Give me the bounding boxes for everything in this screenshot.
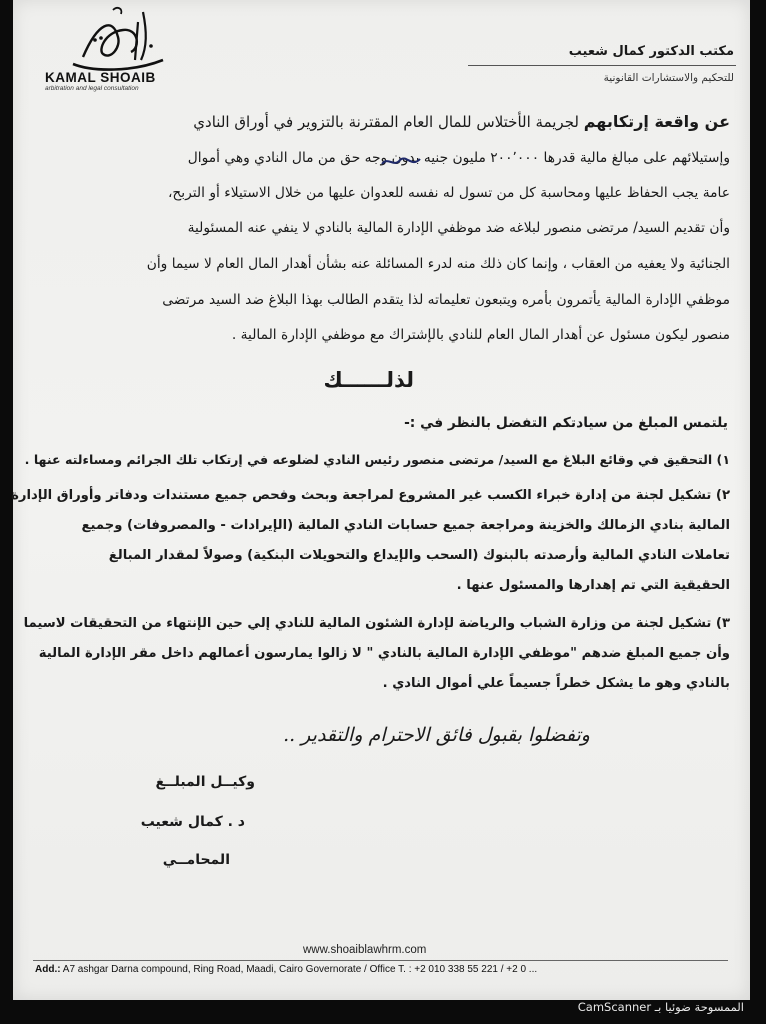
body-line-7: منصور ليكون مسئول عن أهدار المال العام للنادي بالإشتراك مع موظفي الإدارة المالية . bbox=[231, 327, 730, 343]
signature-title: وكيــل المبلــغ bbox=[155, 774, 255, 790]
signature-name: د . كمال شعيب bbox=[140, 814, 245, 830]
body-line-4: وأن تقديم السيد/ مرتضى منصور لبلاغه ضد موظفي الإدارة المالية بالنادي لا ينفي عنه المسئولية bbox=[187, 220, 730, 236]
footer-divider bbox=[33, 960, 728, 961]
logo-tagline: arbitration and legal consultation bbox=[45, 85, 139, 92]
section-heading: لذلــــــك bbox=[323, 368, 414, 392]
request-intro: يلتمس المبلغ من سيادتكم التفضل بالنظر في :- bbox=[404, 415, 728, 431]
signature-role: المحامــي bbox=[162, 852, 230, 868]
body-line-1: عن واقعة إرتكابهم لجريمة الأختلاس للمال العام المقترنة بالتزوير في أوراق النادي bbox=[193, 112, 730, 131]
request-item-2-line-2: المالية بنادي الزمالك والخزينة ومراجعة جميع حسابات النادي المالية (الإيرادات - والمصروفات) وجميع bbox=[81, 518, 730, 533]
office-title: مكتب الدكتور كمال شعيب bbox=[568, 44, 734, 59]
header-divider bbox=[468, 65, 736, 66]
closing-salutation: وتفضلوا بقبول فائق الاحترام والتقدير .. bbox=[283, 724, 590, 746]
document-page bbox=[13, 0, 750, 1000]
office-subtitle: للتحكيم والاستشارات القانونية bbox=[603, 72, 734, 84]
request-item-3-line-3: بالنادي وهو ما يشكل خطراً جسيماً علي أموال النادي . bbox=[382, 676, 730, 691]
logo-name: KAMAL SHOAIB bbox=[45, 70, 156, 85]
footer-website: www.shoaiblawhrm.com bbox=[303, 944, 427, 956]
handwritten-correction bbox=[380, 154, 426, 170]
body-line-2: وإستيلائهم على مبالغ مالية قدرها ٢٠٠٬٠٠٠ مليون جنيه بدون وجه حق من مال النادي وهي أموال bbox=[187, 150, 730, 166]
body-line-5: الجنائية ولا يعفيه من العقاب ، وإنما كان ذلك منه لدرء المسائلة عنه بشأن أهدار المال العام لا سيما وأن bbox=[146, 256, 730, 272]
request-item-3-line-2: وأن جميع المبلغ ضدهم "موظفي الإدارة المالية بالنادي " لا زالوا يمارسون أعمالهم داخل مقر الإدارة المالية bbox=[38, 646, 730, 661]
body-line-3: عامة يجب الحفاظ عليها ومحاسبة كل من تسول له نفسه للعدوان عليها من خلال الاستيلاء أو التربح، bbox=[167, 185, 730, 201]
request-item-1: ١) التحقيق في وقائع البلاغ مع السيد/ مرتضى منصور رئيس النادي لضلوعه في إرتكاب تلك الجرائم ومساءلته عنها . bbox=[24, 452, 730, 467]
body-line-1-rest: لجريمة الأختلاس للمال العام المقترنة بالتزوير في أوراق النادي bbox=[193, 113, 579, 131]
request-item-2-line-4: الحقيقية التي تم إهدارها والمسئول عنها . bbox=[456, 578, 730, 593]
request-item-3-line-1: ٣) تشكيل لجنة من وزارة الشباب والرياضة لإدارة الشئون المالية للنادي إلي حين الإنتهاء من التحقيقات لاسيما bbox=[23, 616, 730, 631]
request-item-2-line-1: ٢) تشكيل لجنة من إدارة خبراء الكسب غير المشروع لمراجعة وبحث وفحص جميع مستندات ودفاتر وأوراق الإدارة bbox=[11, 488, 730, 503]
body-line-6: موظفي الإدارة المالية يأتمرون بأمره ويتبعون تعليماته لذا يتقدم الطالب بهذا البلاغ ضد السيد مرتضى bbox=[162, 292, 730, 308]
footer-address-text: A7 ashgar Darna compound, Ring Road, Maadi, Cairo Governorate / Office T. : +2 010 338 55 221 / +2 0 ... bbox=[60, 964, 538, 975]
camscanner-watermark: الممسوحة ضوئيا بـ CamScanner bbox=[577, 1000, 744, 1014]
footer-address bbox=[35, 964, 537, 975]
request-item-2-line-3: تعاملات النادي المالية وأرصدته بالبنوك (السحب والإيداع والتحويلات البنكية) وصولاً لمقدار المبالغ bbox=[108, 548, 730, 563]
footer-address-label: Add.: bbox=[35, 964, 61, 975]
